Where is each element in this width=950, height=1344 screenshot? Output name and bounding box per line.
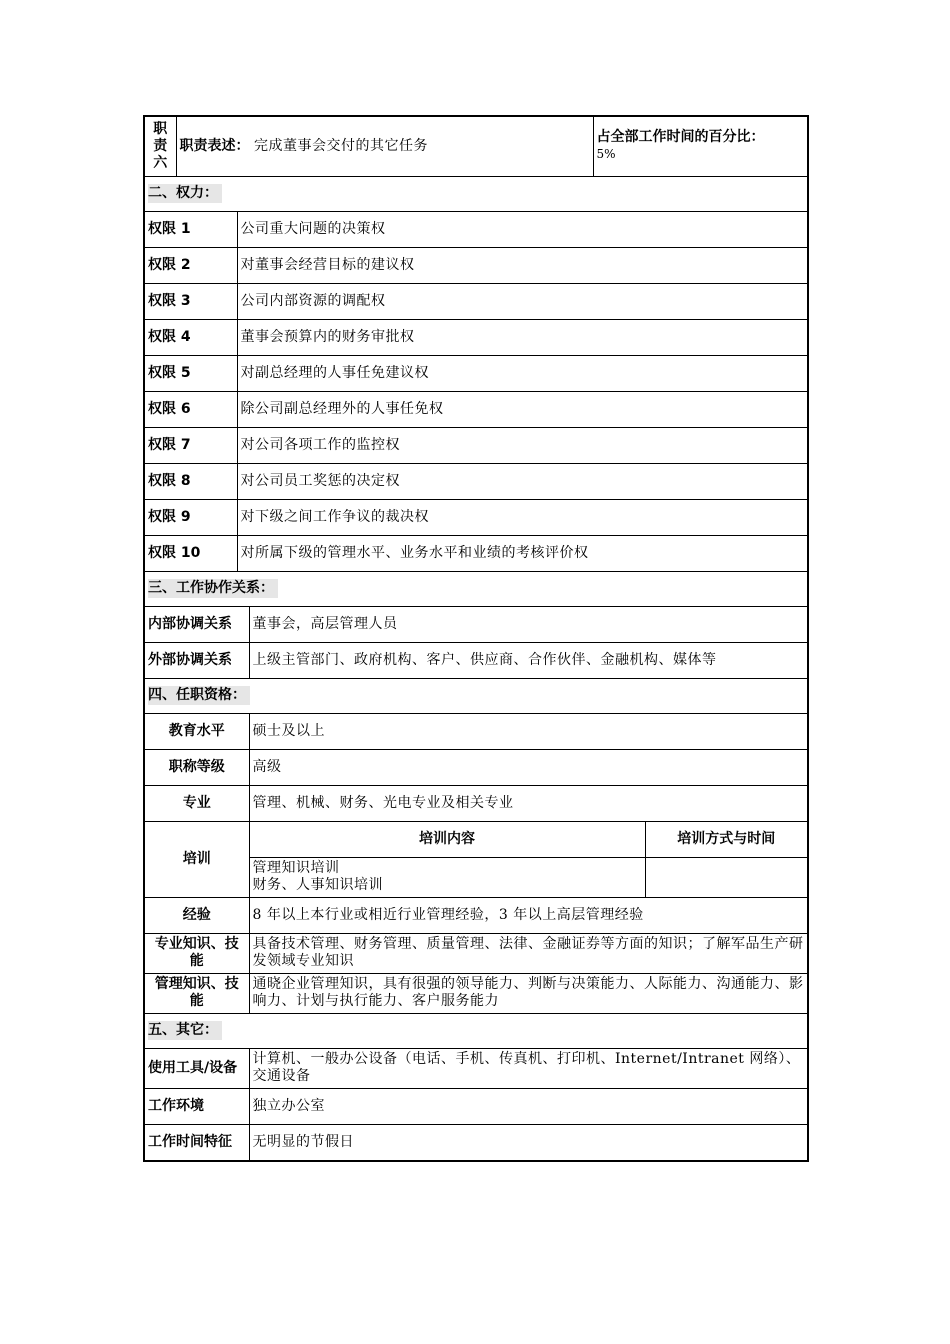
power-label: 权限 1 [144,211,237,247]
power-label: 权限 10 [144,535,237,571]
power-text: 公司重大问题的决策权 [237,211,808,247]
training-method-header: 培训方式与时间 [645,821,808,857]
power-text: 对董事会经营目标的建议权 [237,247,808,283]
training-content-header: 培训内容 [249,821,645,857]
training-label: 培训 [144,821,249,897]
power-text: 除公司副总经理外的人事任免权 [237,391,808,427]
rank-text: 高级 [249,749,808,785]
power-label: 权限 7 [144,427,237,463]
power-text: 公司内部资源的调配权 [237,283,808,319]
pro-skill-text: 具备技术管理、财务管理、质量管理、法律、金融证券等方面的知识；了解军品生产研发领域专业知识 [249,933,808,973]
power-label: 权限 4 [144,319,237,355]
power-label: 权限 8 [144,463,237,499]
duty6-desc-text: 完成董事会交付的其它任务 [253,137,428,154]
duty6-description [176,116,593,176]
experience-label: 经验 [144,897,249,933]
power-text: 对公司各项工作的监控权 [237,427,808,463]
power-text: 对副总经理的人事任免建议权 [237,355,808,391]
education-text: 硕士及以上 [249,713,808,749]
tools-label: 使用工具/设备 [144,1048,249,1088]
pct-value: 5% [596,147,616,161]
external-relations-text: 上级主管部门、政府机构、客户、供应商、合作伙伴、金融机构、媒体等 [249,642,808,678]
education-label: 教育水平 [144,713,249,749]
major-text: 管理、机械、财务、光电专业及相关专业 [249,785,808,821]
job-description-table [143,115,809,1162]
training-content-item: 管理知识培训 [252,860,340,876]
tools-text: 计算机、一般办公设备（电话、手机、传真机、打印机、Internet/Intranet 网络）、交通设备 [249,1048,808,1088]
power-label: 权限 5 [144,355,237,391]
environment-label: 工作环境 [144,1088,249,1124]
experience-text: 8 年以上本行业或相近行业管理经验，3 年以上高层管理经验 [249,897,808,933]
power-text: 对所属下级的管理水平、业务水平和业绩的考核评价权 [237,535,808,571]
section-relations [144,571,808,606]
power-text: 对下级之间工作争议的裁决权 [237,499,808,535]
power-label: 权限 9 [144,499,237,535]
duty6-label: 职 责 六 [144,116,176,176]
internal-relations-text: 董事会，高层管理人员 [249,606,808,642]
external-relations-label: 外部协调关系 [144,642,249,678]
job-description-document [143,115,807,1162]
power-label: 权限 6 [144,391,237,427]
power-text: 对公司员工奖惩的决定权 [237,463,808,499]
section-other [144,1013,808,1048]
mgmt-skill-text: 通晓企业管理知识，具有很强的领导能力、判断与决策能力、人际能力、沟通能力、影响力、计划与执行能力、客户服务能力 [249,973,808,1013]
work-time-text: 无明显的节假日 [249,1124,808,1161]
rank-label: 职称等级 [144,749,249,785]
section-title: 四、任职资格： [148,686,250,705]
section-title: 二、权力： [148,184,222,203]
section-title: 五、其它： [148,1021,222,1040]
pct-label: 占全部工作时间的百分比： [596,129,765,145]
major-label: 专业 [144,785,249,821]
duty6-percentage [593,116,808,176]
work-time-label: 工作时间特征 [144,1124,249,1161]
training-method-cell [645,857,808,897]
duty6-desc-label: 职责表述： [179,137,250,154]
power-label: 权限 2 [144,247,237,283]
section-qualification [144,678,808,713]
training-content-item: 财务、人事知识培训 [252,877,383,893]
section-title: 三、工作协作关系： [148,579,278,598]
environment-text: 独立办公室 [249,1088,808,1124]
pro-skill-label: 专业知识、技能 [144,933,249,973]
internal-relations-label: 内部协调关系 [144,606,249,642]
mgmt-skill-label: 管理知识、技能 [144,973,249,1013]
power-text: 董事会预算内的财务审批权 [237,319,808,355]
section-power [144,176,808,211]
power-label: 权限 3 [144,283,237,319]
training-content-cell [249,857,645,897]
